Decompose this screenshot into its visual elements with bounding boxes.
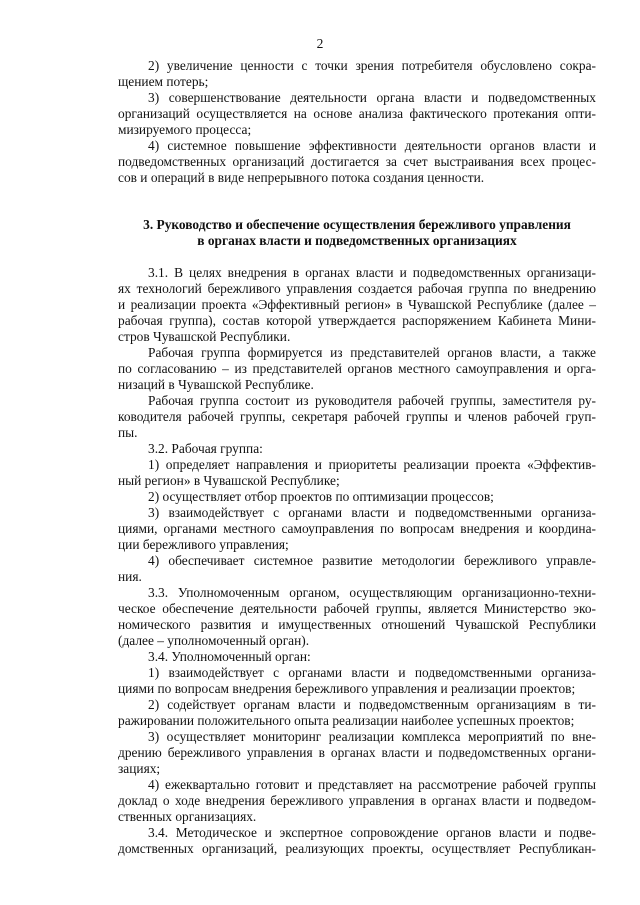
section-paragraph xyxy=(118,825,596,857)
text-line: 2) увеличение ценности с точки зрения потребителя обусловлено сокра- xyxy=(148,58,596,73)
section-paragraph xyxy=(118,729,596,777)
text-line: 3.3. Уполномоченным органом, осуществляющим организационно-техни- xyxy=(148,585,596,600)
text-line: 4) ежеквартально готовит и представляет на рассмотрение рабочей группы xyxy=(148,777,596,792)
text-line: 2) содействует органам власти и подведомственным организациям в ти- xyxy=(148,697,596,712)
text-line: 3) взаимодействует с органами власти и подведомственными организа- xyxy=(148,505,596,520)
section-paragraph xyxy=(118,777,596,825)
text-line: ственных организациях. xyxy=(118,809,257,824)
text-line: ный регион» в Чувашской Республике; xyxy=(118,473,340,488)
text-line: организаций осуществляется на основе анализа фактического протекания опти- xyxy=(118,106,596,121)
text-line: ния. xyxy=(118,569,142,584)
text-line: домственных организаций, реализующих проекты, осуществляет Республикан- xyxy=(118,841,596,856)
section-paragraph xyxy=(118,265,596,345)
section-paragraph xyxy=(118,553,596,585)
text-line: и реализации проекта «Эффективный регион» в Чувашской Республике (далее – xyxy=(118,297,596,312)
text-line: 3) осуществляет мониторинг реализации комплекса мероприятий по вне- xyxy=(148,729,596,744)
section-paragraph xyxy=(118,489,596,505)
section-paragraph xyxy=(118,585,596,649)
section-heading-line: 3. Руководство и обеспечение осуществления бережливого управления xyxy=(143,217,571,232)
text-line: ководителя рабочей группы, секретаря рабочей группы и членов рабочей груп- xyxy=(118,409,596,424)
section-paragraph xyxy=(118,649,596,665)
text-line: по согласованию – из представителей органов местного самоуправления и орга- xyxy=(118,361,596,376)
text-line: ции бережливого управления; xyxy=(118,537,289,552)
text-line: (далее – уполномоченный орган). xyxy=(118,633,310,648)
section-paragraph xyxy=(118,697,596,729)
text-line: зациях; xyxy=(118,761,161,776)
text-line: 1) определяет направления и приоритеты реализации проекта «Эффектив- xyxy=(148,457,596,472)
text-line: сов и операций в виде непрерывного потока создания ценности. xyxy=(118,170,485,185)
text-line: ражировании положительного опыта реализации наиболее успешных проектов; xyxy=(118,713,575,728)
section-paragraph xyxy=(118,441,596,457)
section-paragraph xyxy=(118,665,596,697)
text-line: стров Чувашской Республики. xyxy=(118,329,291,344)
text-line: мизируемого процесса; xyxy=(118,122,252,137)
text-line: 3) совершенствование деятельности органа власти и подведомственных xyxy=(148,90,596,105)
intro-list-item xyxy=(118,58,596,90)
text-line: 4) системное повышение эффективности деятельности органов власти и xyxy=(148,138,596,153)
text-line: Рабочая группа состоит из руководителя рабочей группы, заместителя ру- xyxy=(148,393,596,408)
text-line: 3.2. Рабочая группа: xyxy=(148,441,263,456)
text-line: циями, органами местного самоуправления по вопросам внедрения и координа- xyxy=(118,521,596,536)
text-line: 4) обеспечивает системное развитие методологии бережливого управле- xyxy=(148,553,596,568)
text-line: доклад о ходе внедрения бережливого управления в органах власти и подведом- xyxy=(118,793,596,808)
text-line: номического развития и имущественных отношений Чувашской Республики xyxy=(118,617,596,632)
text-line: низаций в Чувашской Республике. xyxy=(118,377,314,392)
text-line: 1) взаимодействует с органами власти и подведомственными организа- xyxy=(148,665,596,680)
section-paragraph xyxy=(118,457,596,489)
section-heading-line: в органах власти и подведомственных организациях xyxy=(197,233,517,248)
section-paragraph xyxy=(118,505,596,553)
text-line: циями по вопросам внедрения бережливого управления и реализации проектов; xyxy=(118,681,576,696)
section-paragraph xyxy=(118,345,596,393)
text-line: 3.1. В целях внедрения в органах власти и подведомственных организаци- xyxy=(148,265,596,280)
text-line: пы. xyxy=(118,425,138,440)
text-line: дрению бережливого управления в органах власти и подведомственных органи- xyxy=(118,745,596,760)
text-line: ях технологий бережливого управления создается рабочая группа по внедрению xyxy=(118,281,596,296)
intro-list xyxy=(118,58,596,186)
page-content xyxy=(118,58,596,857)
text-line: рабочая группа), состав которой утверждается распоряжением Кабинета Мини- xyxy=(118,313,596,328)
intro-list-item xyxy=(118,90,596,138)
text-line: 2) осуществляет отбор проектов по оптимизации процессов; xyxy=(148,489,494,504)
section-paragraph xyxy=(118,393,596,441)
text-line: ческое обеспечение деятельности рабочей группы, является Министерство эко- xyxy=(118,601,596,616)
section-heading xyxy=(118,217,596,249)
section-body xyxy=(118,265,596,857)
text-line: подведомственных организаций достигается за счет выстраивания всех процес- xyxy=(118,154,596,169)
intro-list-item xyxy=(118,138,596,186)
text-line: 3.4. Уполномоченный орган: xyxy=(148,649,311,664)
text-line: Рабочая группа формируется из представителей органов власти, а также xyxy=(148,345,596,360)
page-number: 2 xyxy=(316,36,324,51)
text-line: 3.4. Методическое и экспертное сопровождение органов власти и подве- xyxy=(148,825,596,840)
text-line: щением потерь; xyxy=(118,74,209,89)
